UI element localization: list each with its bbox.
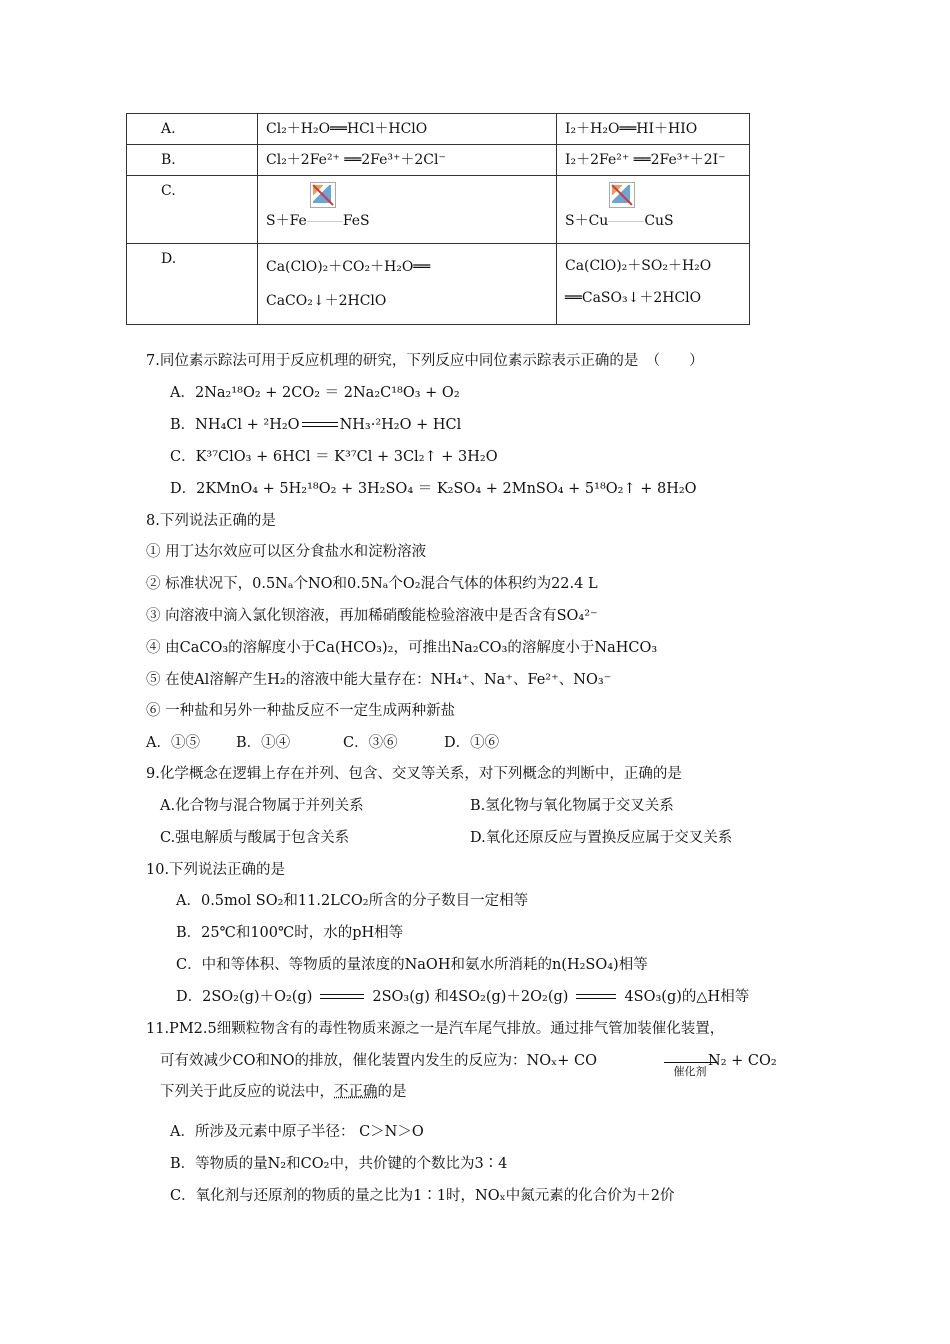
q11-q-emphasis: 不正确 [334,1084,378,1100]
product-text: FeS [342,213,370,229]
question-7-stem: 7.同位素示踪法可用于反应机理的研究，下列反应中同位素示踪表示正确的是 （ ） [146,353,704,369]
q7-b-left: B．NH₄Cl + ²H₂O [170,417,300,433]
row-label: C. [127,176,258,244]
q10-d-part3: 4SO₃(g)的△H相等 [624,989,750,1005]
q11-option-a: A．所涉及元素中原子半径： C＞N＞O [170,1124,424,1140]
q8-item: ② 标准状况下，0.5Nₐ个NO和0.5Nₐ个O₂混合气体的体积约为22.4 L [146,576,598,592]
question-9-stem: 9.化学概念在逻辑上存在并列、包含、交叉等关系，对下列概念的判断中，正确的是 [146,766,682,782]
left-equation: Cl₂＋H₂O══HCl＋HClO [258,114,557,145]
q10-option-d [176,988,749,1006]
q11-option-c: C．氧化剂与还原剂的物质的量之比为1∶1时，NOₓ中氮元素的化合价为＋2价 [170,1188,675,1204]
right-equation: I₂＋H₂O══HI＋HIO [557,114,750,145]
row-label: B. [127,145,258,176]
condition-line [608,220,644,222]
reaction-comparison-table [126,113,750,325]
q7-option-a: A．2Na₂¹⁸O₂ + 2CO₂ ＝ 2Na₂C¹⁸O₃ + O₂ [170,385,460,401]
right-equation [557,176,750,244]
q10-option-c: C．中和等体积、等物质的量浓度的NaOH和氨水所消耗的n(H₂SO₄)相等 [176,957,648,973]
question-11-stem: 11.PM2.5细颗粒物含有的毒性物质来源之一是汽车尾气排放。通过排气管加装催化装置， [146,1021,725,1037]
q8-option-c: C．③⑥ [343,735,398,751]
left-equation [258,176,557,244]
q10-option-b: B．25℃和100℃时，水的pH相等 [176,925,404,941]
equation-line-1: Ca(ClO)₂＋SO₂＋H₂O [565,258,712,274]
condition-line [307,220,343,222]
q9-option-b: B.氢化物与氧化物属于交叉关系 [470,798,674,814]
q7-option-b [170,416,461,434]
right-equation [557,244,750,325]
table-row [127,244,750,325]
q11-q-part3: 的是 [377,1084,407,1100]
q10-d-part1: D．2SO₂(g)＋O₂(g) [176,989,313,1005]
reactant-text: S＋Cu [565,213,609,229]
q11-q-part1: 下列关于此反应的说法中， [160,1084,334,1100]
broken-image-icon [609,182,635,208]
table-row [127,145,750,176]
q11-reaction-line [160,1052,597,1070]
q10-d-part2: 2SO₃(g) 和4SO₂(g)＋2O₂(g) [372,989,569,1005]
q8-option-b: B．①④ [236,735,291,751]
question-8-stem: 8.下列说法正确的是 [146,513,276,529]
reactant-text: S＋Fe [266,213,307,229]
q8-option-d: D．①⑥ [444,735,500,751]
catalyst-label: 催化剂 [664,1062,716,1079]
product-text: CuS [644,213,674,229]
q8-item: ③ 向溶液中滴入氯化钡溶液，再加稀硝酸能检验溶液中是否含有SO₄²⁻ [146,608,598,624]
q11-reaction-left: 可有效减少CO和NO的排放，催化装置内发生的反应为：NOₓ+ CO [160,1053,598,1069]
reversible-arrow-icon [320,992,364,1002]
reversible-arrow-icon [302,420,338,430]
q7-option-c: C．K³⁷ClO₃ + 6HCl ＝ K³⁷Cl + 3Cl₂↑ + 3H₂O [170,449,498,465]
q8-item: ① 用丁达尔效应可以区分食盐水和淀粉溶液 [146,544,427,560]
q11-reaction-right: N₂ + CO₂ [708,1053,777,1069]
q10-option-a: A．0.5mol SO₂和11.2LCO₂所含的分子数目一定相等 [176,893,529,909]
row-label: D. [127,244,258,325]
q11-option-b: B．等物质的量N₂和CO₂中，共价键的个数比为3∶4 [170,1156,508,1172]
left-equation [258,244,557,325]
q8-item: ④ 由CaCO₃的溶解度小于Ca(HCO₃)₂，可推出Na₂CO₃的溶解度小于NaHCO₃ [146,640,658,656]
q7-option-d: D．2KMnO₄ + 5H₂¹⁸O₂ + 3H₂SO₄ ＝ K₂SO₄ + 2MnSO₄ + 5¹⁸O₂↑ + 8H₂O [170,481,697,497]
q9-option-a: A.化合物与混合物属于并列关系 [160,798,364,814]
row-label: A. [127,114,258,145]
table-row [127,114,750,145]
right-equation: I₂＋2Fe²⁺ ══2Fe³⁺＋2I⁻ [557,145,750,176]
q8-option-a: A．①⑤ [146,735,200,751]
equation-line-2: ══CaSO₃↓＋2HClO [565,290,702,306]
question-10-stem: 10.下列说法正确的是 [146,862,286,878]
q7-b-right: NH₃·²H₂O + HCl [339,417,462,433]
q9-option-c: C.强电解质与酸属于包含关系 [160,830,350,846]
broken-image-icon [310,182,336,208]
equation-line-2: CaCO₂↓＋2HClO [266,293,387,309]
reversible-arrow-icon [576,992,616,1002]
q8-item: ⑥ 一种盐和另外一种盐反应不一定生成两种新盐 [146,703,456,719]
q11-question-line [160,1083,407,1101]
table-row [127,176,750,244]
q8-item: ⑤ 在使Al溶解产生H₂的溶液中能大量存在：NH₄⁺、Na⁺、Fe²⁺、NO₃⁻ [146,672,612,688]
left-equation: Cl₂＋2Fe²⁺ ══2Fe³⁺＋2Cl⁻ [258,145,557,176]
q9-option-d: D.氧化还原反应与置换反应属于交叉关系 [470,830,733,846]
equation-line-1: Ca(ClO)₂＋CO₂＋H₂O══ [266,259,431,275]
